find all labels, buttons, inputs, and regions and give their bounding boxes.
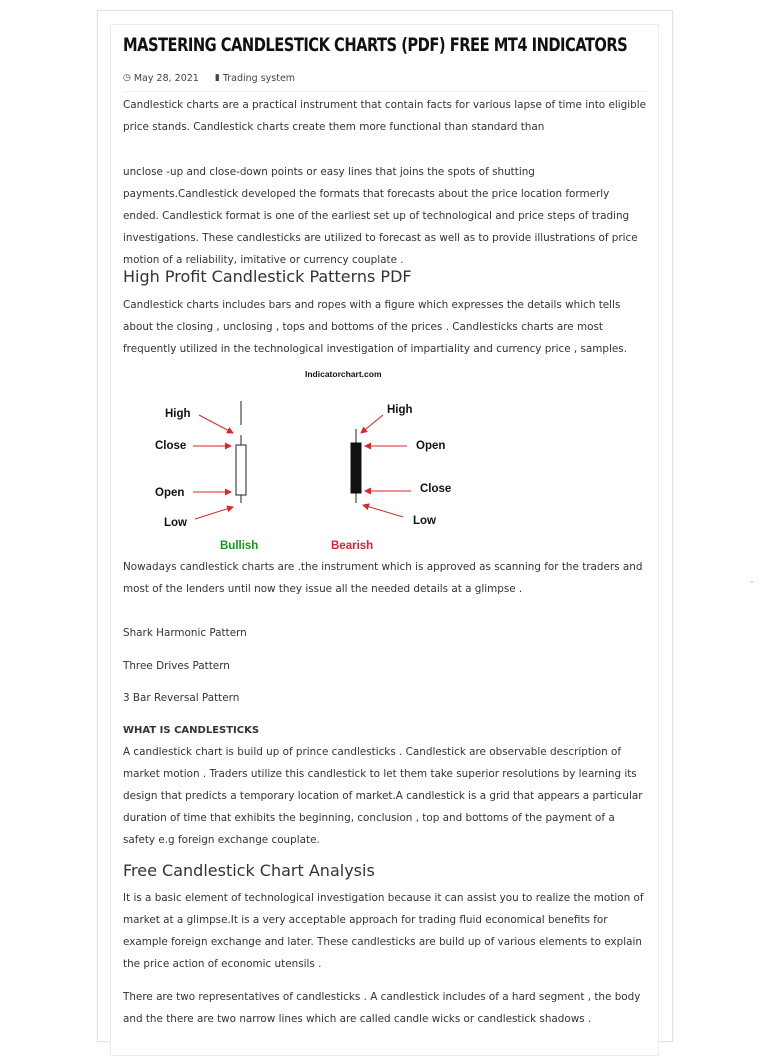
section-heading-patterns: High Profit Candlestick Patterns PDF <box>123 267 412 286</box>
paragraph-representatives: There are two representatives of candlesticks . A candlestick includes of a hard segment , the body and the there are two narrow lines which are called candle wicks or candlestick shadows . <box>123 991 641 1025</box>
post-category[interactable]: Trading system <box>222 73 296 84</box>
page-card <box>97 10 673 1042</box>
post-date[interactable]: May 28, 2021 <box>133 73 199 84</box>
subheading-what-is: WHAT IS CANDLESTICKS <box>123 725 260 736</box>
bear-open-label: Open <box>416 440 446 452</box>
post-meta <box>123 73 648 92</box>
bearish-caption: Bearish <box>331 540 374 552</box>
article-title: MASTERING CANDLESTICK CHARTS (PDF) FREE MT4 INDICATORS <box>123 34 628 56</box>
folder-icon: ▮ <box>214 73 220 83</box>
pattern-item: Three Drives Pattern <box>123 660 230 672</box>
article-card <box>110 24 659 1056</box>
bull-low-arrow <box>195 507 233 519</box>
diagram-watermark: Indicatorchart.com <box>305 369 382 379</box>
bear-close-label: Close <box>420 483 452 495</box>
paragraph-nowadays: Nowadays candlestick charts are .the instrument which is approved as scanning for the traders and most of the lenders until now they issue all the needed details at a glimpse . <box>123 561 643 595</box>
bullish-caption: Bullish <box>220 540 259 552</box>
pattern-item: 3 Bar Reversal Pattern <box>123 692 240 704</box>
paragraph-analysis: It is a basic element of technological investigation because it can assist you to realize the motion of market at a glimpse.It is a very acceptable approach for trading fluid economical benefits for example foreign exchange and later. These candlesticks are build up of various elements to explain the price action of economic utensils . <box>123 892 644 970</box>
bull-close-label: Close <box>155 440 187 452</box>
bear-low-arrow <box>363 505 403 517</box>
bull-low-label: Low <box>164 517 187 529</box>
clock-icon: ◷ <box>123 73 131 83</box>
candlestick-diagram <box>135 357 475 552</box>
bear-high-arrow <box>361 415 383 433</box>
bull-high-label: High <box>165 408 191 420</box>
paragraph-definition: A candlestick chart is build up of prince candlesticks . Candlestick are observable description of market motion . Traders utilize this candlestick to let them take superior resolutions by learning its design that predicts a temporary location of market.A candlestick is a grid that appears a particular duration of time that exhibits the beginning, conclusion , top and bottoms of the payment of a safety e.g foreign exchange couplate. <box>123 746 643 846</box>
paragraph-intro: Candlestick charts are a practical instrument that contain facts for various lapse of time into eligible price stands. Candlestick charts create them more functional than standard than <box>123 99 646 133</box>
section-heading-analysis: Free Candlestick Chart Analysis <box>123 861 375 880</box>
paragraph-bars: Candlestick charts includes bars and ropes with a figure which expresses the details which tells about the closing , unclosing , tops and bottoms of the prices . Candlesticks charts are most frequently utilized in the technological investigation of impartiality and currency price , samples. <box>123 299 628 355</box>
bear-candle-body <box>351 443 361 493</box>
bull-high-arrow <box>199 415 233 433</box>
paragraph-history: unclose -up and close-down points or easy lines that joins the spots of shutting payments.Candlestick developed the formats that forecasts about the price location formerly ended. Candlestick format is one of the earliest set up of technological and price steps of trading investigations. These candlesticks are utilized to forecast as well as to provide illustrations of price motion of a reliability, imitative or currency couplate . <box>123 166 638 266</box>
bull-candle-body <box>236 445 246 495</box>
bear-low-label: Low <box>413 515 436 527</box>
pattern-item: Shark Harmonic Pattern <box>123 627 247 639</box>
chevron-up-icon[interactable]: ⌃ <box>747 580 757 591</box>
bull-open-label: Open <box>155 487 185 499</box>
bear-high-label: High <box>387 404 413 416</box>
